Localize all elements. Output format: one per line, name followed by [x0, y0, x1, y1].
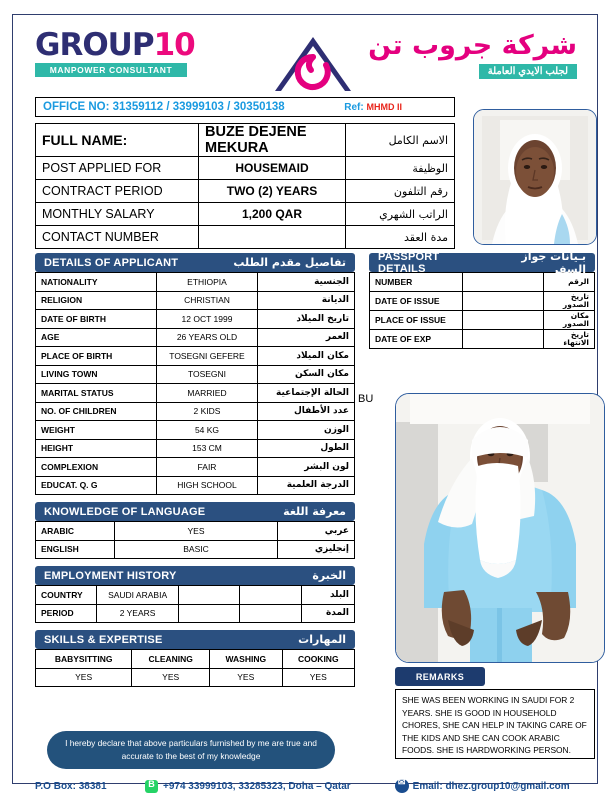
detail-label: NO. OF CHILDREN: [36, 402, 157, 421]
employment-label: PERIOD: [36, 604, 97, 623]
contract-value: TWO (2) YEARS: [199, 180, 346, 203]
detail-value: 54 KG: [157, 421, 258, 440]
passport-label: DATE OF EXP: [370, 330, 463, 349]
language-value: YES: [115, 522, 278, 541]
passport-arabic: مكان الصدور: [544, 311, 595, 330]
language-label: ENGLISH: [36, 540, 115, 559]
employment-extra-1: [178, 604, 239, 623]
table-row: [36, 522, 355, 541]
passport-table: [369, 272, 595, 349]
detail-value: ETHIOPIA: [157, 273, 258, 292]
top-info-table: [35, 123, 455, 249]
document-header: [13, 15, 597, 89]
employment-table: [35, 585, 355, 623]
applicant-details-title: DETAILS OF APPLICANT: [44, 256, 179, 269]
detail-arabic: الدرجة العلمية: [258, 476, 355, 495]
detail-label: HEIGHT: [36, 439, 157, 458]
table-row: [370, 292, 595, 311]
email-icon: [395, 779, 409, 793]
language-arabic: عربي: [278, 522, 355, 541]
company-logo: [35, 29, 195, 77]
phone-numbers: +974 33999103, 33285323, Doha – Qatar: [163, 780, 351, 792]
ref-label: Ref:: [344, 101, 364, 113]
full-name-value: BUZE DEJENE MEKURA: [199, 124, 346, 157]
table-row: [36, 347, 355, 366]
skill-header: BABYSITTING: [36, 650, 132, 669]
table-row: [36, 365, 355, 384]
passport-header: [369, 249, 595, 276]
whatsapp-icon: [145, 780, 158, 793]
skill-value: YES: [36, 668, 132, 687]
detail-value: HIGH SCHOOL: [157, 476, 258, 495]
table-row: [36, 291, 355, 310]
skills-title-arabic: المهارات: [298, 633, 346, 646]
table-row: [370, 330, 595, 349]
table-row: [36, 180, 455, 203]
declaration-banner: I hereby declare that above particulars furnished by me are true and accurate to the best of my knowledge: [47, 731, 335, 769]
employment-title: EMPLOYMENT HISTORY: [44, 569, 177, 582]
detail-label: MARITAL STATUS: [36, 384, 157, 403]
table-row: [36, 604, 355, 623]
left-column: [35, 253, 355, 694]
detail-value: MARRIED: [157, 384, 258, 403]
table-row: [36, 650, 355, 669]
detail-value: TOSEGNI GEFERE: [157, 347, 258, 366]
detail-label: PLACE OF BIRTH: [36, 347, 157, 366]
skill-header: COOKING: [282, 650, 355, 669]
skills-header: [35, 630, 355, 649]
detail-value: FAIR: [157, 458, 258, 477]
post-value: HOUSEMAID: [199, 157, 346, 180]
applicant-details-table: [35, 272, 355, 495]
remarks-text: SHE WAS BEEN WORKING IN SAUDI FOR 2 YEARS. SHE IS GOOD IN HOUSEHOLD CHORES, SHE CAN HELP IN TAKING CARE OF THE KIDS AND SHE CAN COOK ARABIC FOODS. SHE IS HARDWORKING PERSON.: [395, 689, 595, 759]
detail-value: 12 OCT 1999: [157, 310, 258, 329]
detail-label: AGE: [36, 328, 157, 347]
skills-section: [35, 630, 355, 687]
employment-value: SAUDI ARABIA: [97, 586, 179, 605]
remarks-header: REMARKS: [395, 667, 485, 686]
detail-arabic: العمر: [258, 328, 355, 347]
detail-arabic: الحالة الإجتماعية: [258, 384, 355, 403]
ref-value: MHMD II: [366, 101, 402, 112]
detail-label: EDUCAT. Q. G: [36, 476, 157, 495]
skills-title: SKILLS & EXPERTISE: [44, 633, 163, 646]
employment-title-arabic: الخبرة: [312, 569, 346, 582]
detail-value: CHRISTIAN: [157, 291, 258, 310]
logo-wordmark: [35, 29, 195, 61]
detail-value: TOSEGNI: [157, 365, 258, 384]
detail-arabic: الجنسية: [258, 273, 355, 292]
contract-arabic: رقم التلفون: [346, 180, 455, 203]
contact-arabic: مدة العقد: [346, 226, 455, 249]
contact-label: CONTACT NUMBER: [36, 226, 199, 249]
table-row: [36, 540, 355, 559]
detail-label: NATIONALITY: [36, 273, 157, 292]
table-row: [36, 402, 355, 421]
detail-label: DATE OF BIRTH: [36, 310, 157, 329]
contact-value: [199, 226, 346, 249]
arabic-tagline: لجلب الايدي العاملة: [479, 64, 577, 79]
post-label: POST APPLIED FOR: [36, 157, 199, 180]
employment-extra-2: [240, 604, 301, 623]
salary-arabic: الراتب الشهري: [346, 203, 455, 226]
employment-arabic: المدة: [301, 604, 354, 623]
table-row: [36, 157, 455, 180]
passport-value: [463, 330, 544, 349]
passport-arabic: تاريخ الصدور: [544, 292, 595, 311]
salary-label: MONTHLY SALARY: [36, 203, 199, 226]
office-numbers: OFFICE NO: 31359112 / 33999103 / 30350138: [43, 101, 285, 113]
logo-tagline: MANPOWER CONSULTANT: [35, 63, 187, 77]
detail-value: 153 CM: [157, 439, 258, 458]
employment-value: 2 YEARS: [97, 604, 179, 623]
employment-arabic: البلد: [301, 586, 354, 605]
passport-value: [463, 311, 544, 330]
table-row: [36, 439, 355, 458]
arabic-company-name: شركة جروب تن: [368, 30, 577, 61]
detail-arabic: لون البشر: [258, 458, 355, 477]
employment-label: COUNTRY: [36, 586, 97, 605]
skill-value: YES: [132, 668, 210, 687]
applicant-details-header: [35, 253, 355, 272]
table-row: [36, 384, 355, 403]
skills-table: [35, 649, 355, 687]
employment-extra-1: [178, 586, 239, 605]
skill-value: YES: [210, 668, 282, 687]
table-row: [36, 124, 455, 157]
applicant-details-title-arabic: تفاصيل مقدم الطلب: [233, 256, 346, 269]
passport-arabic: الرقم: [544, 273, 595, 292]
detail-value: 2 KIDS: [157, 402, 258, 421]
table-row: [36, 310, 355, 329]
detail-label: RELIGION: [36, 291, 157, 310]
contract-label: CONTRACT PERIOD: [36, 180, 199, 203]
passport-label: PLACE OF ISSUE: [370, 311, 463, 330]
salary-value: 1,200 QAR: [199, 203, 346, 226]
logo-ten-text: 10: [153, 27, 195, 63]
table-row: [370, 311, 595, 330]
language-table: [35, 521, 355, 559]
detail-arabic: تاريخ الميلاد: [258, 310, 355, 329]
applicant-details-section: [35, 253, 355, 495]
passport-value: [463, 292, 544, 311]
post-arabic: الوظيفة: [346, 157, 455, 180]
language-section: [35, 502, 355, 559]
table-row: [36, 421, 355, 440]
reference-block: [344, 102, 402, 113]
language-arabic: إنجليزي: [278, 540, 355, 559]
passport-label: NUMBER: [370, 273, 463, 292]
passport-arabic: تاريخ الانتهاء: [544, 330, 595, 349]
skill-value: YES: [282, 668, 355, 687]
applicant-full-body-photo: [395, 393, 605, 663]
skill-header: CLEANING: [132, 650, 210, 669]
detail-arabic: الديانة: [258, 291, 355, 310]
language-value: BASIC: [115, 540, 278, 559]
passport-label: DATE OF ISSUE: [370, 292, 463, 311]
partial-name-text: BU: [358, 393, 374, 405]
detail-label: LIVING TOWN: [36, 365, 157, 384]
passport-column: [369, 249, 595, 349]
applicant-passport-photo: [473, 109, 597, 245]
arabic-brand: [327, 31, 577, 79]
table-row: [36, 328, 355, 347]
table-row: [36, 476, 355, 495]
employment-section: [35, 566, 355, 623]
logo-group-text: GROUP: [35, 27, 154, 63]
detail-arabic: مكان الميلاد: [258, 347, 355, 366]
language-label: ARABIC: [36, 522, 115, 541]
detail-arabic: الوزن: [258, 421, 355, 440]
detail-value: 26 YEARS OLD: [157, 328, 258, 347]
detail-arabic: الطول: [258, 439, 355, 458]
full-name-label: FULL NAME:: [36, 124, 199, 157]
language-title-arabic: معرفة اللغة: [283, 505, 346, 518]
table-row: [36, 203, 455, 226]
table-row: [36, 273, 355, 292]
passport-title-arabic: بـيانات جواز السفر: [521, 249, 586, 276]
detail-label: WEIGHT: [36, 421, 157, 440]
po-box: P.O Box: 38381: [35, 780, 107, 792]
table-row: [36, 458, 355, 477]
table-row: [36, 586, 355, 605]
employment-header: [35, 566, 355, 585]
detail-arabic: مكان السكن: [258, 365, 355, 384]
skill-header: WASHING: [210, 650, 282, 669]
document-footer: [35, 779, 595, 793]
office-number-bar: [35, 97, 455, 117]
language-title: KNOWLEDGE OF LANGUAGE: [44, 505, 206, 518]
detail-arabic: عدد الأطفال: [258, 402, 355, 421]
detail-label: COMPLEXION: [36, 458, 157, 477]
passport-title: PASSPORT DETAILS: [378, 250, 440, 275]
table-row: [36, 668, 355, 687]
full-name-arabic: الاسم الكامل: [346, 124, 455, 157]
table-row: [36, 226, 455, 249]
language-header: [35, 502, 355, 521]
document-page: [12, 14, 598, 792]
email-address[interactable]: Email: dhez.group10@gmail.com: [412, 780, 570, 792]
employment-extra-2: [240, 586, 301, 605]
